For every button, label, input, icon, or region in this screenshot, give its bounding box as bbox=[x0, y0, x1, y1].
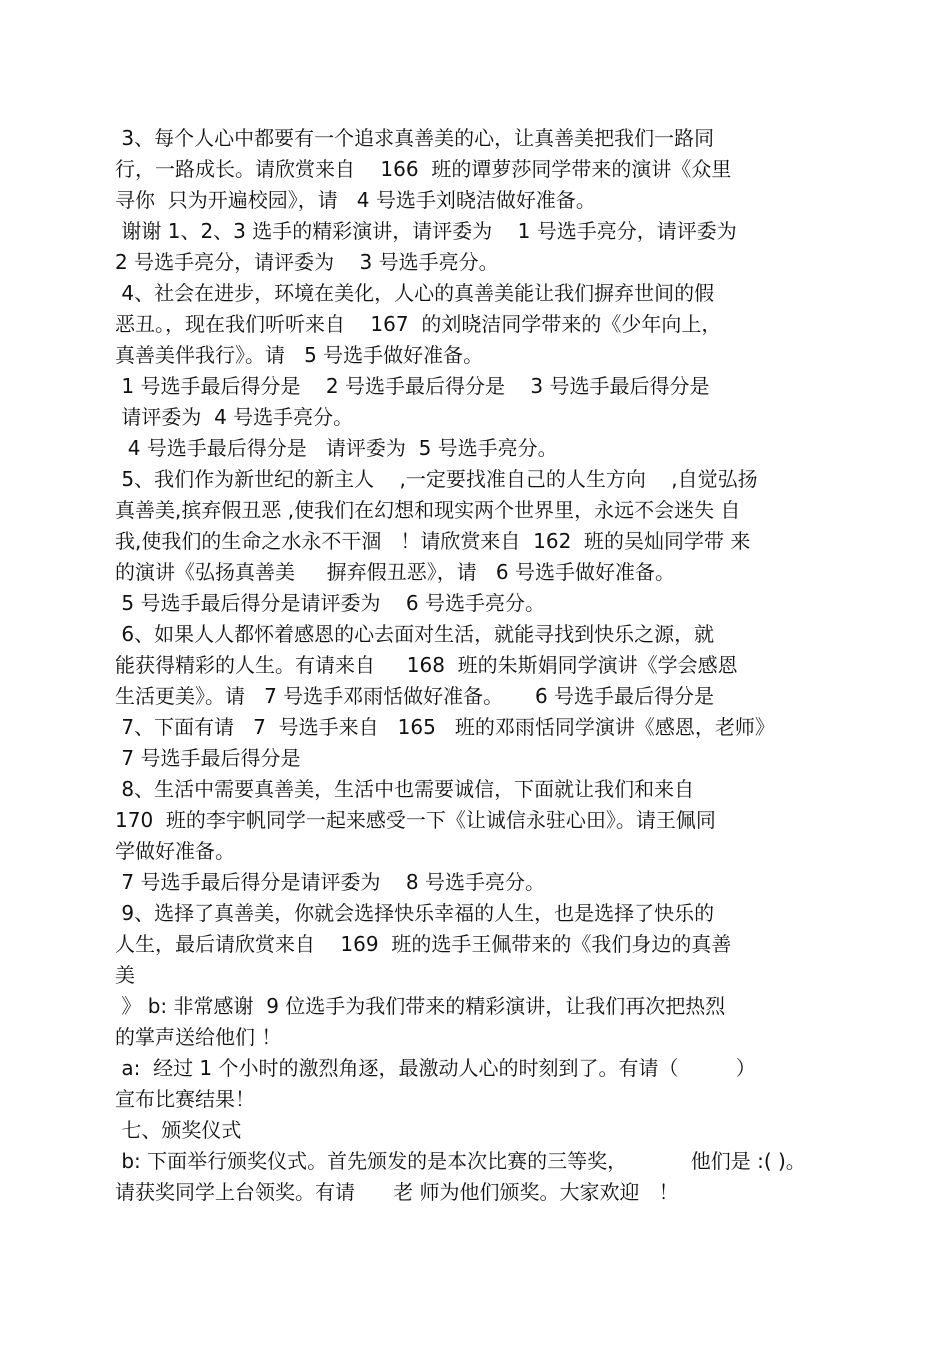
text-line: 我,使我们的生命之水永不干涸 ！请欣赏来自 162 班的吴灿同学带 来 bbox=[115, 529, 751, 553]
text-line: 谢谢 1、2、3 选手的精彩演讲，请评委为 1 号选手亮分，请评委为 bbox=[115, 219, 737, 243]
text-line: 寻你 只为开遍校园》，请 4 号选手刘晓洁做好准备。 bbox=[115, 188, 596, 212]
text-line: 7 号选手最后得分是请评委为 8 号选手亮分。 bbox=[115, 870, 545, 894]
text-line: 2 号选手亮分，请评委为 3 号选手亮分。 bbox=[115, 250, 499, 274]
text-line: 学做好准备。 bbox=[115, 839, 235, 863]
text-line: 请获奖同学上台领奖。有请 老 师为他们颁奖。大家欢迎 ！ bbox=[115, 1180, 679, 1204]
document-body bbox=[115, 123, 875, 1208]
text-line: 生活更美》。请 7 号选手邓雨恬做好准备。 6 号选手最后得分是 bbox=[115, 684, 715, 708]
text-line: 1 号选手最后得分是 2 号选手最后得分是 3 号选手最后得分是 bbox=[115, 374, 710, 398]
text-line: 170 班的李宇帆同学一起来感受一下《让诚信永驻心田》。请王佩同 bbox=[115, 808, 716, 832]
text-line: 行，一路成长。请欣赏来自 166 班的谭萝莎同学带来的演讲《众里 bbox=[115, 157, 732, 181]
text-line: 宣布比赛结果！ bbox=[115, 1087, 255, 1111]
text-line: 真善美,摈弃假丑恶 ,使我们在幻想和现实两个世界里，永远不会迷失 自 bbox=[115, 498, 741, 522]
text-line: 的演讲《弘扬真善美 摒弃假丑恶》，请 6 号选手做好准备。 bbox=[115, 560, 675, 584]
text-line: 7 号选手最后得分是 bbox=[115, 746, 301, 770]
text-line: 恶丑。，现在我们听听来自 167 的刘晓洁同学带来的《少年向上， bbox=[115, 312, 722, 336]
text-line: 》 b: 非常感谢 9 位选手为我们带来的精彩演讲，让我们再次把热烈 bbox=[115, 994, 726, 1018]
text-line: 人生，最后请欣赏来自 169 班的选手王佩带来的《我们身边的真善 bbox=[115, 932, 732, 956]
text-line: 6、如果人人都怀着感恩的心去面对生活，就能寻找到快乐之源，就 bbox=[115, 622, 715, 646]
section-heading: 七、颁奖仪式 bbox=[115, 1118, 242, 1142]
text-line: a: 经过 1 个小时的激烈角逐，最激动人心的时刻到了。有请（ ） bbox=[115, 1056, 756, 1080]
text-line: 5 号选手最后得分是请评委为 6 号选手亮分。 bbox=[115, 591, 545, 615]
text-line: 4 号选手最后得分是 请评委为 5 号选手亮分。 bbox=[115, 436, 558, 460]
text-line: 3、每个人心中都要有一个追求真善美的心，让真善美把我们一路同 bbox=[115, 126, 715, 150]
text-line: 的掌声送给他们 ！ bbox=[115, 1025, 282, 1049]
text-line: 美 bbox=[115, 963, 135, 987]
text-line: b: 下面举行颁奖仪式。首先颁发的是本次比赛的三等奖， 他们是 :( )。 bbox=[115, 1149, 806, 1173]
text-line: 4、社会在进步，环境在美化，人心的真善美能让我们摒弃世间的假 bbox=[115, 281, 715, 305]
text-line: 真善美伴我行》。请 5 号选手做好准备。 bbox=[115, 343, 484, 367]
text-line: 能获得精彩的人生。有请来自 168 班的朱斯娟同学演讲《学会感恩 bbox=[115, 653, 738, 677]
text-line: 7、下面有请 7 号选手来自 165 班的邓雨恬同学演讲《感恩，老师》 bbox=[115, 715, 775, 739]
text-line: 5、我们作为新世纪的新主人 ,一定要找准自己的人生方向 ,自觉弘扬 bbox=[115, 467, 758, 491]
text-line: 请评委为 4 号选手亮分。 bbox=[115, 405, 354, 429]
text-line: 9、选择了真善美，你就会选择快乐幸福的人生，也是选择了快乐的 bbox=[115, 901, 715, 925]
text-line: 8、生活中需要真善美，生活中也需要诚信，下面就让我们和来自 bbox=[115, 777, 695, 801]
